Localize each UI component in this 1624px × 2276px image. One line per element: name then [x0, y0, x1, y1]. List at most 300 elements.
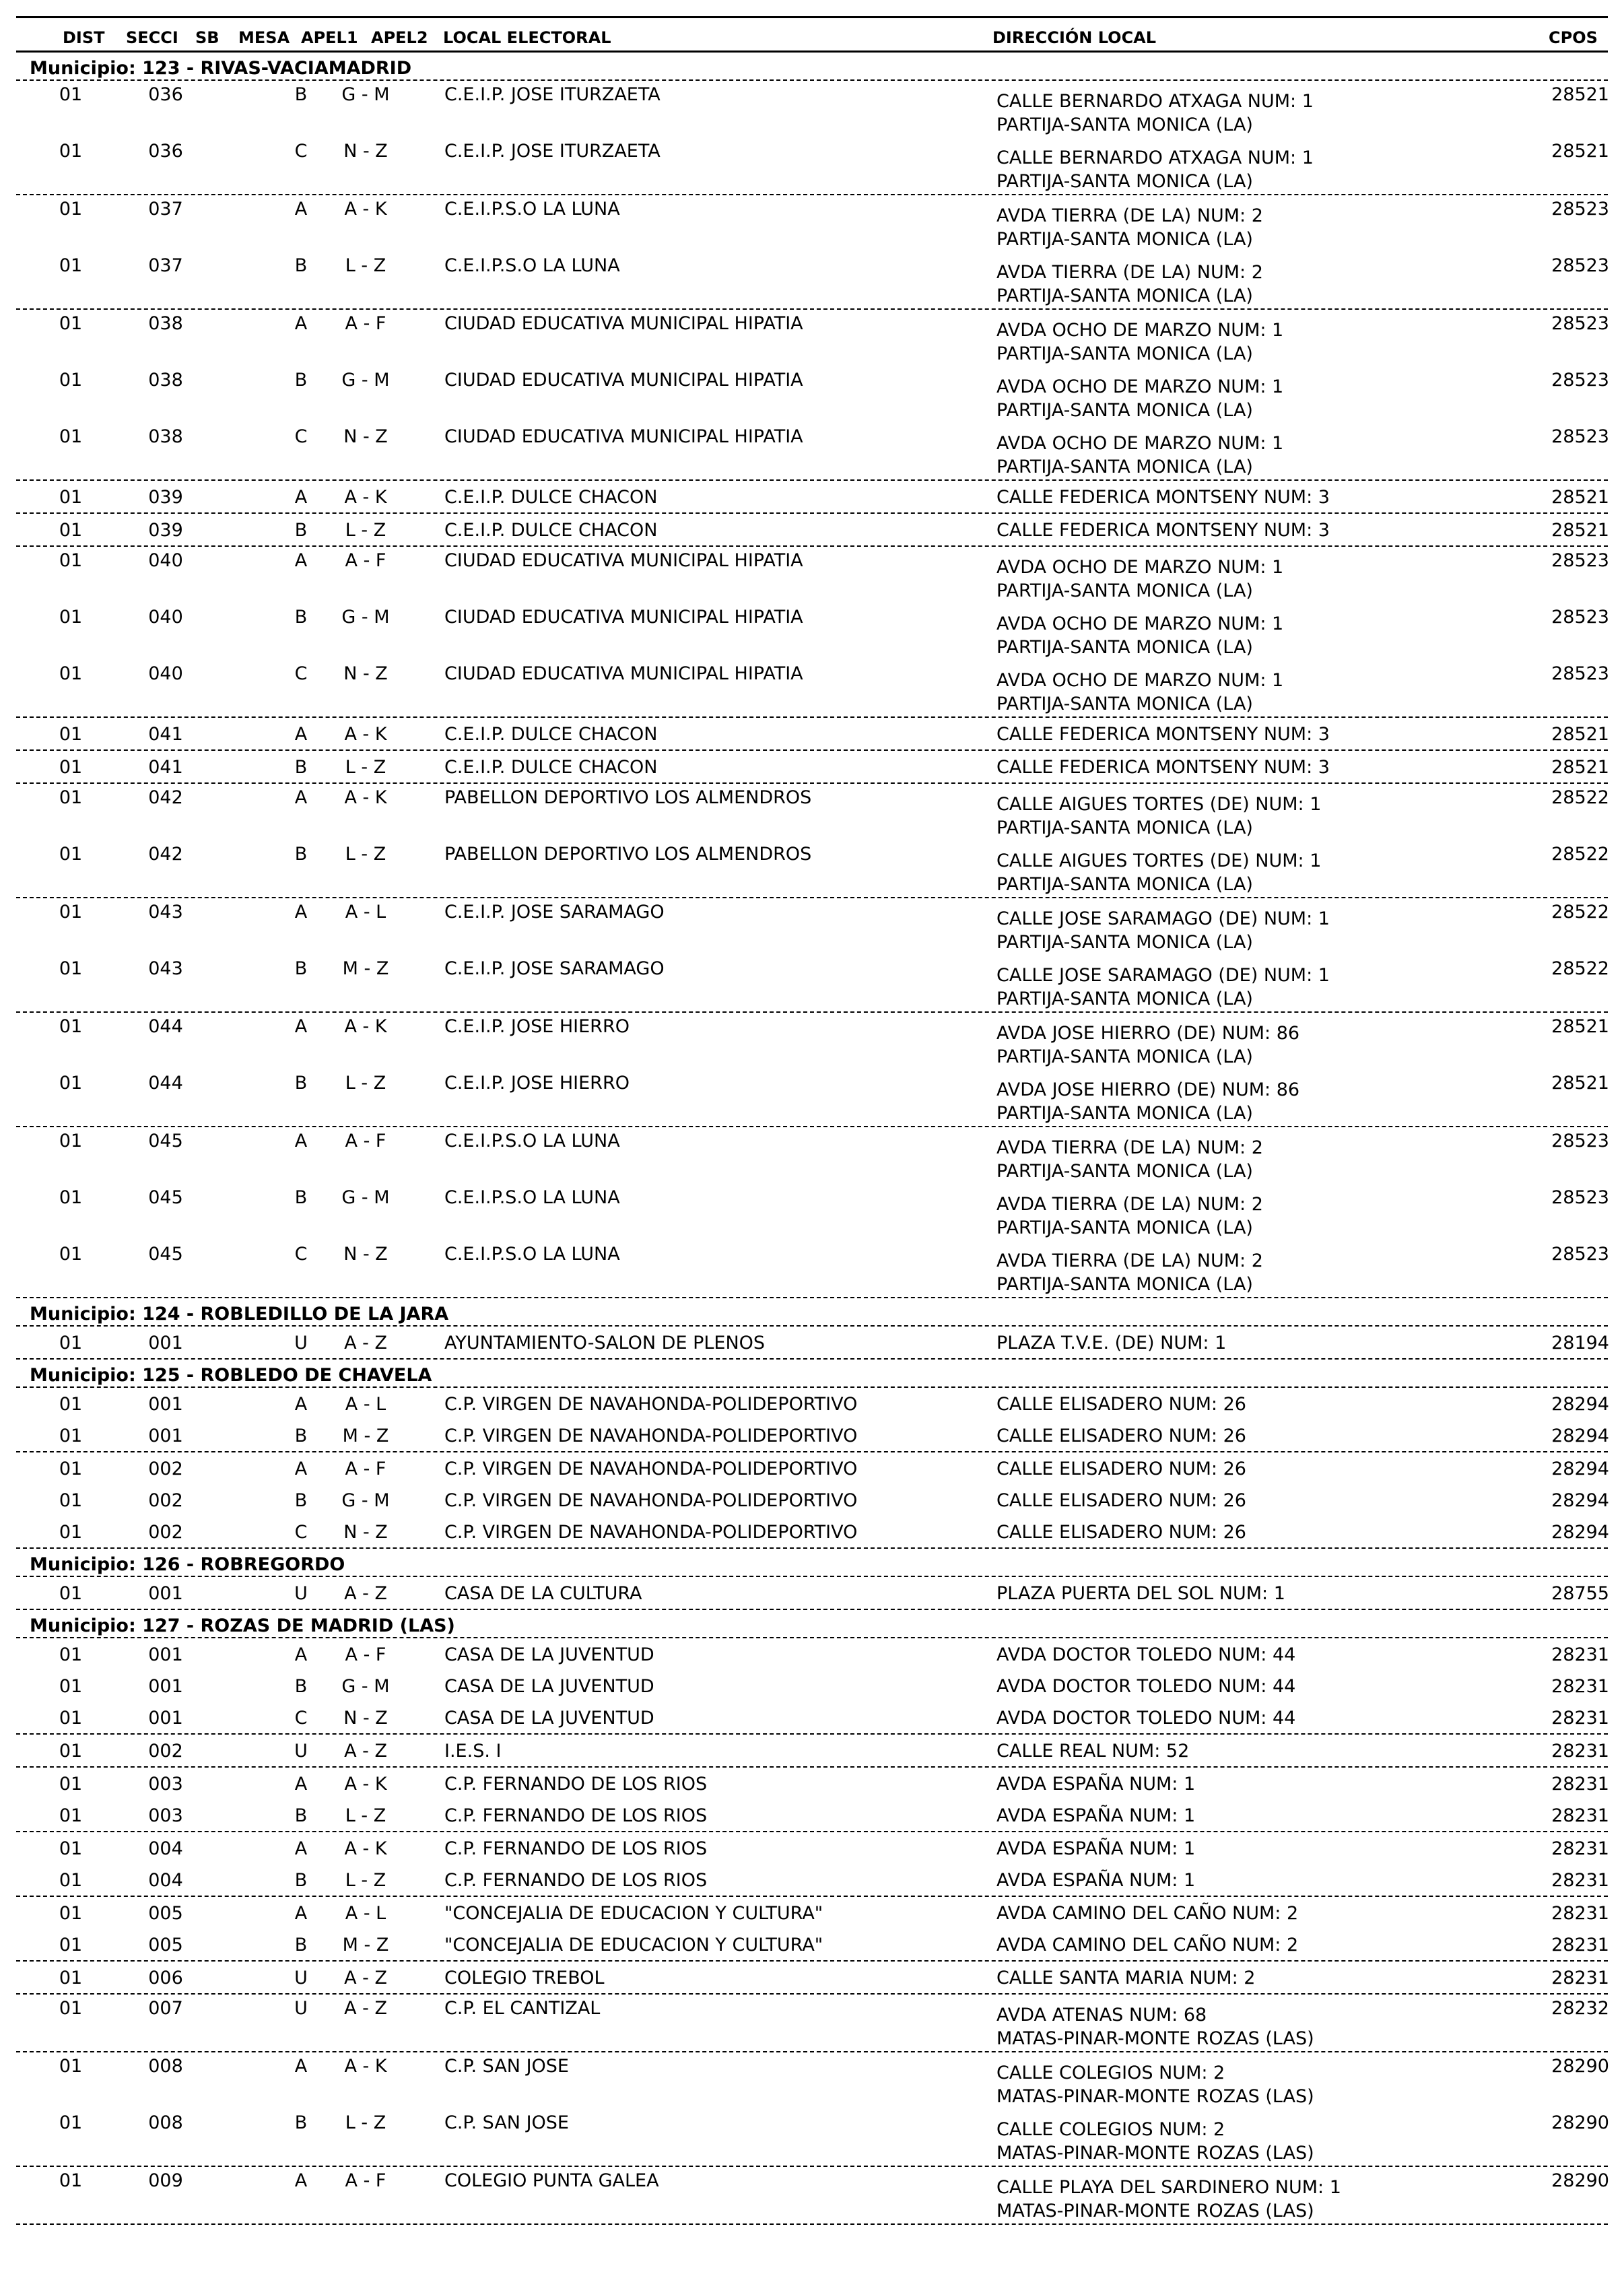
cell-secci: 001 [148, 1426, 183, 1446]
table-row [16, 366, 1608, 423]
municipio-label: Municipio: 127 - ROZAS DE MADRID (LAS) [30, 1615, 455, 1636]
section-group [16, 1013, 1608, 1127]
table-row [16, 1638, 1608, 1670]
cell-dist: 01 [59, 958, 83, 979]
cell-dist: 01 [59, 1490, 83, 1511]
cell-mesa: A [294, 1838, 308, 1859]
cell-cpos: 28523 [1551, 426, 1609, 447]
cell-direccion-local [996, 1522, 1246, 1543]
cell-cpos: 28194 [1551, 1333, 1609, 1353]
cell-direccion-local [996, 964, 1330, 1011]
cell-apel: L - Z [345, 1870, 386, 1891]
cell-apel: A - Z [344, 1998, 387, 2019]
cell-dist: 01 [59, 1016, 83, 1037]
municipio-label: Municipio: 124 - ROBLEDILLO DE LA JARA [30, 1304, 449, 1325]
cell-secci: 001 [148, 1676, 183, 1697]
cell-dist: 01 [59, 2170, 83, 2191]
section-group [16, 310, 1608, 481]
header-local-electoral: LOCAL ELECTORAL [443, 28, 611, 47]
cell-mesa: A [294, 902, 308, 923]
cell-cpos: 28231 [1551, 1903, 1609, 1924]
cell-apel: A - Z [344, 1333, 387, 1353]
cell-mesa: U [294, 1741, 308, 1762]
cell-apel: G - M [341, 370, 390, 391]
cell-cpos: 28523 [1551, 199, 1609, 220]
cell-local-electoral: C.P. VIRGEN DE NAVAHONDA-POLIDEPORTIVO [444, 1426, 858, 1446]
header-apel2: APEL2 [371, 28, 428, 47]
cell-direccion-local [996, 375, 1283, 422]
cell-apel: M - Z [342, 958, 389, 979]
cell-local-electoral: COLEGIO TREBOL [444, 1968, 605, 1988]
cell-mesa: B [294, 2112, 308, 2133]
cell-direccion-local [996, 261, 1263, 308]
cell-secci: 001 [148, 1583, 183, 1604]
cell-secci: 005 [148, 1935, 183, 1955]
cell-secci: 038 [148, 426, 183, 447]
municipio-header [16, 53, 1608, 81]
address-line: AVDA TIERRA (DE LA) NUM: 2 [996, 1194, 1263, 1215]
cell-dist: 01 [59, 787, 83, 808]
cell-dist: 01 [59, 1805, 83, 1826]
cell-direccion-local [996, 1249, 1263, 1296]
cell-mesa: A [294, 2056, 308, 2077]
cell-cpos: 28294 [1551, 1459, 1609, 1479]
cell-mesa: C [294, 1244, 308, 1265]
cell-secci: 001 [148, 1708, 183, 1729]
cell-apel: L - Z [345, 520, 386, 541]
cell-apel: L - Z [345, 1073, 386, 1094]
cell-direccion-local [996, 907, 1330, 954]
table-row [16, 840, 1608, 897]
cell-mesa: B [294, 1676, 308, 1697]
cell-cpos: 28522 [1551, 902, 1609, 923]
table-row [16, 1897, 1608, 1929]
cell-local-electoral: CIUDAD EDUCATIVA MUNICIPAL HIPATIA [444, 426, 803, 447]
table-row [16, 1832, 1608, 1864]
cell-apel: A - F [345, 2170, 386, 2191]
cell-local-electoral: CIUDAD EDUCATIVA MUNICIPAL HIPATIA [444, 607, 803, 628]
cell-mesa: B [294, 958, 308, 979]
cell-direccion-local [996, 2176, 1341, 2223]
cell-secci: 037 [148, 255, 183, 276]
cell-dist: 01 [59, 1333, 83, 1353]
municipio-header [16, 1549, 1608, 1577]
cell-direccion-local [996, 1870, 1195, 1891]
address-line: PARTIJA-SANTA MONICA (LA) [996, 1103, 1253, 1124]
address-line: AVDA JOSE HIERRO (DE) NUM: 86 [996, 1079, 1300, 1100]
cell-cpos: 28523 [1551, 313, 1609, 334]
cell-dist: 01 [59, 757, 83, 778]
address-line: CALLE AIGUES TORTES (DE) NUM: 1 [996, 850, 1322, 871]
table-row [16, 1864, 1608, 1896]
cell-secci: 038 [148, 313, 183, 334]
cell-direccion-local [996, 1741, 1189, 1762]
cell-secci: 001 [148, 1644, 183, 1665]
address-line: CALLE COLEGIOS NUM: 2 [996, 2119, 1225, 2140]
table-row [16, 2109, 1608, 2166]
cell-secci: 004 [148, 1870, 183, 1891]
address-line: PARTIJA-SANTA MONICA (LA) [996, 637, 1253, 658]
cell-secci: 006 [148, 1968, 183, 1988]
cell-apel: A - F [345, 550, 386, 571]
address-line: PARTIJA-SANTA MONICA (LA) [996, 1217, 1253, 1238]
cell-apel: G - M [341, 84, 390, 105]
cell-cpos: 28232 [1551, 1998, 1609, 2019]
cell-dist: 01 [59, 255, 83, 276]
cell-local-electoral: C.E.I.P.S.O LA LUNA [444, 1187, 620, 1208]
cell-mesa: A [294, 1131, 308, 1151]
cell-dist: 01 [59, 141, 83, 162]
section-group [16, 1962, 1608, 1995]
cell-secci: 007 [148, 1998, 183, 2019]
address-line: PARTIJA-SANTA MONICA (LA) [996, 694, 1253, 714]
cell-direccion-local [996, 1490, 1246, 1511]
table-row [16, 603, 1608, 660]
section-group [16, 1127, 1608, 1298]
table-row [16, 252, 1608, 308]
cell-mesa: B [294, 1187, 308, 1208]
section-group [16, 1735, 1608, 1768]
cell-secci: 004 [148, 1838, 183, 1859]
cell-apel: N - Z [343, 141, 388, 162]
cell-dist: 01 [59, 2112, 83, 2133]
cell-apel: A - K [344, 2056, 387, 2077]
table-row [16, 481, 1608, 512]
cell-cpos: 28294 [1551, 1490, 1609, 1511]
address-line: AVDA TIERRA (DE LA) NUM: 2 [996, 262, 1263, 283]
cell-direccion-local [996, 1935, 1298, 1955]
cell-direccion-local [996, 487, 1330, 508]
cell-dist: 01 [59, 1774, 83, 1795]
cell-secci: 001 [148, 1333, 183, 1353]
address-line: AVDA OCHO DE MARZO NUM: 1 [996, 613, 1284, 634]
cell-mesa: U [294, 1998, 308, 2019]
cell-dist: 01 [59, 1244, 83, 1265]
cell-mesa: C [294, 141, 308, 162]
table-row [16, 955, 1608, 1011]
cell-direccion-local [996, 1774, 1195, 1795]
cell-local-electoral: C.E.I.P.S.O LA LUNA [444, 1131, 620, 1151]
cell-cpos: 28231 [1551, 1676, 1609, 1697]
municipio-label: Municipio: 125 - ROBLEDO DE CHAVELA [30, 1365, 432, 1386]
cell-dist: 01 [59, 1583, 83, 1604]
cell-dist: 01 [59, 2056, 83, 2077]
cell-local-electoral: C.E.I.P. JOSE SARAMAGO [444, 902, 665, 923]
cell-direccion-local [996, 793, 1321, 840]
cell-cpos: 28294 [1551, 1394, 1609, 1415]
address-line: CALLE ELISADERO NUM: 26 [996, 1490, 1246, 1511]
cell-apel: N - Z [343, 426, 388, 447]
section-group [16, 1995, 1608, 2052]
table-row [16, 2052, 1608, 2109]
section-group [16, 1388, 1608, 1452]
cell-secci: 040 [148, 607, 183, 628]
cell-mesa: A [294, 199, 308, 220]
cell-direccion-local [996, 669, 1283, 716]
cell-mesa: B [294, 1805, 308, 1826]
cell-cpos: 28523 [1551, 550, 1609, 571]
cell-dist: 01 [59, 1459, 83, 1479]
cell-local-electoral: C.P. FERNANDO DE LOS RIOS [444, 1870, 708, 1891]
cell-dist: 01 [59, 902, 83, 923]
cell-local-electoral: C.P. FERNANDO DE LOS RIOS [444, 1774, 708, 1795]
cell-direccion-local [996, 90, 1314, 137]
cell-apel: A - L [345, 1394, 386, 1415]
address-line: CALLE COLEGIOS NUM: 2 [996, 2063, 1225, 2083]
cell-local-electoral: C.E.I.P. JOSE SARAMAGO [444, 958, 665, 979]
cell-local-electoral: COLEGIO PUNTA GALEA [444, 2170, 659, 2191]
address-line: PARTIJA-SANTA MONICA (LA) [996, 874, 1253, 895]
table-row [16, 784, 1608, 840]
cell-secci: 039 [148, 520, 183, 541]
header-sb: SB [195, 28, 219, 47]
cell-cpos: 28523 [1551, 1187, 1609, 1208]
table-row [16, 751, 1608, 782]
table-row [16, 1419, 1608, 1451]
cell-secci: 038 [148, 370, 183, 391]
cell-mesa: B [294, 370, 308, 391]
cell-apel: A - K [344, 787, 387, 808]
cell-local-electoral: CIUDAD EDUCATIVA MUNICIPAL HIPATIA [444, 313, 803, 334]
cell-dist: 01 [59, 724, 83, 745]
cell-local-electoral: C.E.I.P. JOSE HIERRO [444, 1073, 630, 1094]
address-line: AVDA ESPAÑA NUM: 1 [996, 1805, 1196, 1826]
cell-secci: 043 [148, 902, 183, 923]
cell-secci: 005 [148, 1903, 183, 1924]
cell-local-electoral: CASA DE LA JUVENTUD [444, 1708, 654, 1729]
cell-secci: 042 [148, 787, 183, 808]
table-row [16, 1069, 1608, 1126]
cell-dist: 01 [59, 844, 83, 865]
cell-apel: L - Z [345, 844, 386, 865]
cell-apel: A - F [345, 1644, 386, 1665]
cell-cpos: 28523 [1551, 607, 1609, 628]
cell-direccion-local [996, 1903, 1298, 1924]
cell-dist: 01 [59, 520, 83, 541]
municipio-label: Municipio: 126 - ROBREGORDO [30, 1554, 345, 1575]
section-group [16, 195, 1608, 310]
address-line: AVDA ESPAÑA NUM: 1 [996, 1774, 1196, 1795]
table-row [16, 1995, 1608, 2051]
cell-local-electoral: C.P. EL CANTIZAL [444, 1998, 601, 2019]
section-group [16, 1897, 1608, 1962]
address-line: PARTIJA-SANTA MONICA (LA) [996, 343, 1253, 364]
table-header [16, 16, 1608, 53]
cell-direccion-local [996, 556, 1283, 603]
cell-local-electoral: C.P. FERNANDO DE LOS RIOS [444, 1838, 708, 1859]
table-row [16, 1184, 1608, 1240]
table-row [16, 195, 1608, 252]
table-row [16, 1768, 1608, 1799]
address-line: AVDA OCHO DE MARZO NUM: 1 [996, 557, 1284, 578]
cell-local-electoral: C.P. VIRGEN DE NAVAHONDA-POLIDEPORTIVO [444, 1394, 858, 1415]
address-line: PARTIJA-SANTA MONICA (LA) [996, 229, 1253, 250]
cell-direccion-local [996, 1583, 1285, 1604]
section-group [16, 1832, 1608, 1897]
cell-secci: 002 [148, 1741, 183, 1762]
table-row [16, 547, 1608, 603]
cell-mesa: A [294, 2170, 308, 2191]
cell-secci: 044 [148, 1016, 183, 1037]
section-group [16, 514, 1608, 547]
address-line: CALLE AIGUES TORTES (DE) NUM: 1 [996, 794, 1322, 815]
cell-mesa: C [294, 1522, 308, 1543]
cell-direccion-local [996, 849, 1321, 896]
address-line: PARTIJA-SANTA MONICA (LA) [996, 1274, 1253, 1295]
cell-local-electoral: AYUNTAMIENTO-SALON DE PLENOS [444, 1333, 766, 1353]
cell-local-electoral: "CONCEJALIA DE EDUCACION Y CULTURA" [444, 1935, 823, 1955]
cell-apel: L - Z [345, 255, 386, 276]
table-row [16, 514, 1608, 545]
cell-secci: 036 [148, 141, 183, 162]
cell-secci: 036 [148, 84, 183, 105]
municipio-header [16, 1610, 1608, 1638]
section-group [16, 784, 1608, 898]
cell-cpos: 28521 [1551, 724, 1609, 745]
section-group [16, 2167, 1608, 2225]
cell-secci: 040 [148, 550, 183, 571]
cell-local-electoral: C.P. VIRGEN DE NAVAHONDA-POLIDEPORTIVO [444, 1490, 858, 1511]
cell-cpos: 28290 [1551, 2112, 1609, 2133]
cell-mesa: B [294, 607, 308, 628]
address-line: CALLE ELISADERO NUM: 26 [996, 1522, 1246, 1543]
cell-apel: G - M [341, 607, 390, 628]
cell-dist: 01 [59, 1741, 83, 1762]
cell-mesa: A [294, 487, 308, 508]
cell-cpos: 28522 [1551, 844, 1609, 865]
cell-local-electoral: CASA DE LA JUVENTUD [444, 1644, 654, 1665]
table-row [16, 1013, 1608, 1069]
cell-mesa: A [294, 724, 308, 745]
address-line: AVDA OCHO DE MARZO NUM: 1 [996, 376, 1284, 397]
cell-dist: 01 [59, 199, 83, 220]
address-line: PARTIJA-SANTA MONICA (LA) [996, 171, 1253, 192]
cell-apel: A - K [344, 1016, 387, 1037]
cell-mesa: B [294, 1073, 308, 1094]
cell-direccion-local [996, 2061, 1314, 2108]
header-secci: SECCI [126, 28, 178, 47]
section-group [16, 481, 1608, 514]
cell-mesa: A [294, 787, 308, 808]
section-group [16, 1577, 1608, 1610]
cell-local-electoral: C.E.I.P. DULCE CHACON [444, 520, 658, 541]
cell-apel: A - F [345, 1459, 386, 1479]
cell-apel: A - K [344, 1774, 387, 1795]
cell-secci: 001 [148, 1394, 183, 1415]
table-row [16, 1735, 1608, 1766]
address-line: AVDA OCHO DE MARZO NUM: 1 [996, 320, 1284, 341]
address-line: AVDA ESPAÑA NUM: 1 [996, 1838, 1196, 1859]
cell-local-electoral: CIUDAD EDUCATIVA MUNICIPAL HIPATIA [444, 370, 803, 391]
cell-secci: 043 [148, 958, 183, 979]
cell-cpos: 28231 [1551, 1741, 1609, 1762]
address-line: AVDA TIERRA (DE LA) NUM: 2 [996, 205, 1263, 226]
address-line: AVDA CAMINO DEL CAÑO NUM: 2 [996, 1903, 1299, 1924]
section-group [16, 2052, 1608, 2167]
cell-secci: 008 [148, 2056, 183, 2077]
cell-mesa: B [294, 844, 308, 865]
cell-dist: 01 [59, 550, 83, 571]
cell-apel: N - Z [343, 1708, 388, 1729]
cell-secci: 009 [148, 2170, 183, 2191]
cell-apel: G - M [341, 1490, 390, 1511]
cell-mesa: A [294, 1644, 308, 1665]
cell-cpos: 28523 [1551, 255, 1609, 276]
cell-apel: A - K [344, 724, 387, 745]
address-line: PLAZA T.V.E. (DE) NUM: 1 [996, 1333, 1227, 1353]
section-group [16, 1638, 1608, 1735]
address-line: PARTIJA-SANTA MONICA (LA) [996, 817, 1253, 838]
cell-secci: 045 [148, 1131, 183, 1151]
header-cpos: CPOS [1549, 28, 1598, 47]
cell-secci: 002 [148, 1490, 183, 1511]
cell-cpos: 28294 [1551, 1426, 1609, 1446]
cell-apel: A - K [344, 199, 387, 220]
cell-mesa: U [294, 1968, 308, 1988]
cell-dist: 01 [59, 1708, 83, 1729]
cell-mesa: B [294, 1935, 308, 1955]
section-group [16, 1768, 1608, 1832]
cell-secci: 042 [148, 844, 183, 865]
cell-mesa: U [294, 1333, 308, 1353]
cell-dist: 01 [59, 1394, 83, 1415]
address-line: AVDA ESPAÑA NUM: 1 [996, 1870, 1196, 1891]
table-row [16, 1929, 1608, 1960]
cell-local-electoral: I.E.S. I [444, 1741, 502, 1762]
table-row [16, 718, 1608, 749]
address-line: AVDA OCHO DE MARZO NUM: 1 [996, 670, 1284, 691]
cell-direccion-local [996, 319, 1283, 366]
cell-direccion-local [996, 1426, 1246, 1446]
cell-dist: 01 [59, 1968, 83, 1988]
cell-dist: 01 [59, 663, 83, 684]
cell-mesa: B [294, 1426, 308, 1446]
cell-direccion-local [996, 1394, 1246, 1415]
cell-mesa: U [294, 1583, 308, 1604]
cell-cpos: 28522 [1551, 787, 1609, 808]
cell-direccion-local [996, 2118, 1314, 2165]
cell-direccion-local [996, 204, 1263, 251]
cell-apel: A - F [345, 313, 386, 334]
cell-cpos: 28523 [1551, 370, 1609, 391]
cell-local-electoral: "CONCEJALIA DE EDUCACION Y CULTURA" [444, 1903, 823, 1924]
cell-local-electoral: C.E.I.P. DULCE CHACON [444, 487, 658, 508]
address-line: MATAS-PINAR-MONTE ROZAS (LAS) [996, 2143, 1314, 2164]
section-group [16, 1452, 1608, 1549]
cell-local-electoral: CIUDAD EDUCATIVA MUNICIPAL HIPATIA [444, 550, 803, 571]
cell-secci: 040 [148, 663, 183, 684]
cell-dist: 01 [59, 1870, 83, 1891]
cell-direccion-local [996, 1968, 1255, 1988]
cell-cpos: 28231 [1551, 1708, 1609, 1729]
table-row [16, 1799, 1608, 1831]
cell-dist: 01 [59, 426, 83, 447]
address-line: MATAS-PINAR-MONTE ROZAS (LAS) [996, 2086, 1314, 2107]
cell-secci: 002 [148, 1459, 183, 1479]
section-group [16, 81, 1608, 195]
header-direccion-local: DIRECCIÓN LOCAL [992, 28, 1157, 47]
cell-cpos: 28521 [1551, 757, 1609, 778]
address-line: CALLE REAL NUM: 52 [996, 1741, 1190, 1762]
cell-direccion-local [996, 757, 1330, 778]
header-dist: DIST [63, 28, 105, 47]
cell-secci: 044 [148, 1073, 183, 1094]
cell-dist: 01 [59, 1131, 83, 1151]
cell-dist: 01 [59, 1998, 83, 2019]
cell-dist: 01 [59, 1935, 83, 1955]
table-row [16, 1484, 1608, 1516]
cell-secci: 003 [148, 1805, 183, 1826]
